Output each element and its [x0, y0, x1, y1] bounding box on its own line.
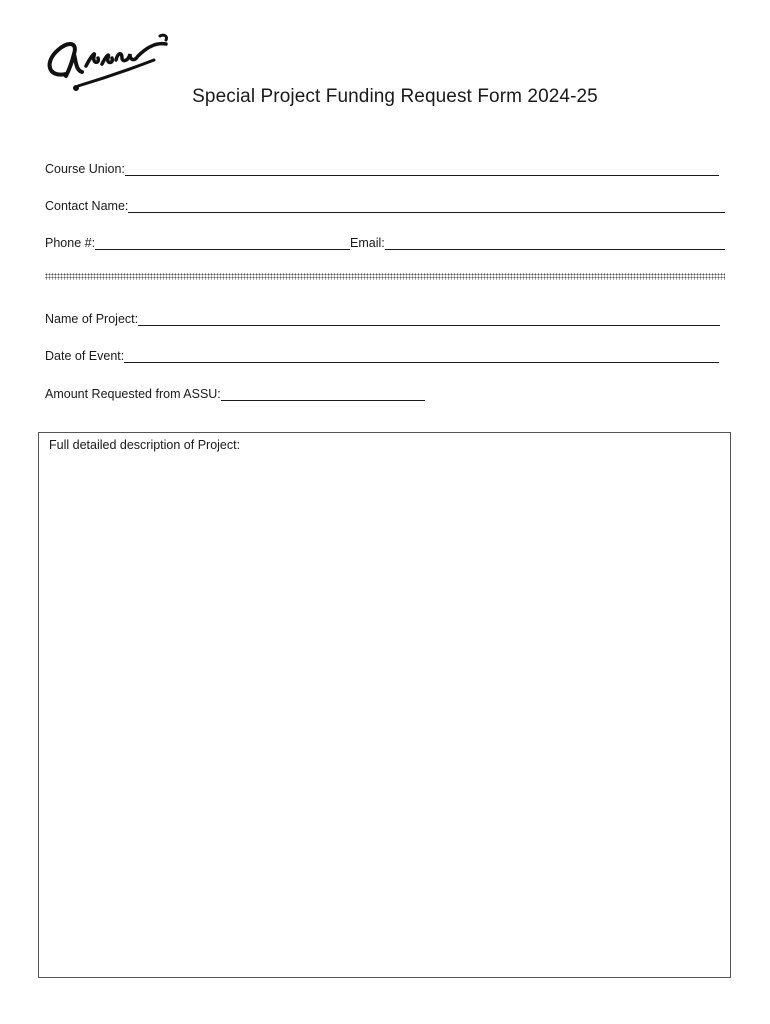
phone-field[interactable] — [95, 237, 350, 250]
event-date-row — [45, 345, 719, 363]
description-label: Full detailed description of Project: — [49, 438, 241, 452]
course-union-row — [45, 158, 719, 176]
email-label: Email: — [350, 236, 385, 250]
phone-email-row — [45, 232, 725, 250]
email-field[interactable] — [385, 237, 725, 250]
form-title: Special Project Funding Request Form 2024-25 — [192, 86, 598, 107]
course-union-field[interactable] — [125, 163, 719, 176]
project-name-field[interactable] — [138, 313, 720, 326]
contact-name-label: Contact Name: — [45, 199, 129, 213]
project-name-label: Name of Project: — [45, 312, 139, 326]
amount-field[interactable] — [221, 388, 425, 401]
project-name-row — [45, 308, 720, 326]
phone-label: Phone #: — [45, 236, 96, 250]
contact-name-field[interactable] — [128, 200, 725, 213]
amount-row — [45, 383, 425, 401]
description-box[interactable] — [38, 432, 731, 978]
dotted-divider — [45, 273, 725, 280]
amount-label: Amount Requested from ASSU: — [45, 387, 221, 401]
course-union-label: Course Union: — [45, 162, 125, 176]
event-date-field[interactable] — [124, 350, 719, 363]
contact-name-row — [45, 195, 725, 213]
event-date-label: Date of Event: — [45, 349, 125, 363]
